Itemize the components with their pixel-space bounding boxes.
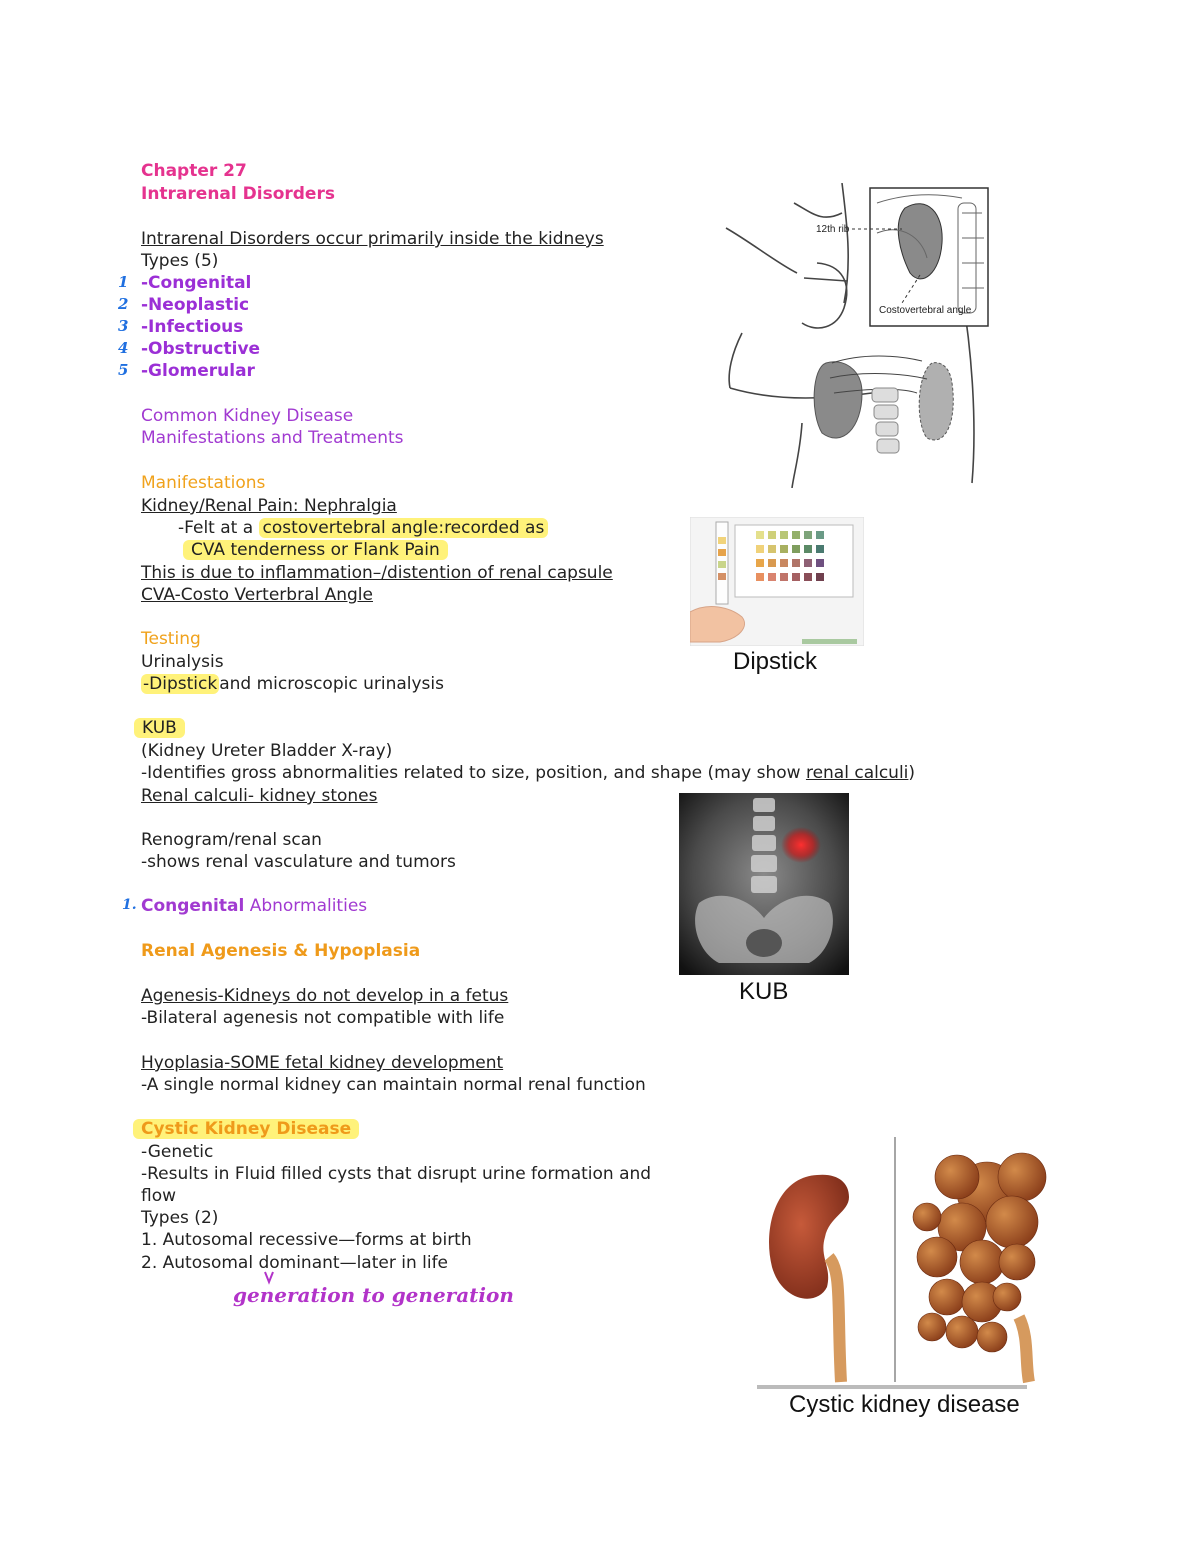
type-obstructive: -Obstructive (141, 339, 261, 359)
congenital-rest: Abnormalities (244, 896, 368, 916)
congenital-bold: Congenital (141, 896, 245, 916)
felt-at-line (178, 517, 548, 539)
cystic-heading-line (133, 1118, 359, 1140)
hypoplasia-note: -A single normal kidney can maintain normal renal function (141, 1075, 646, 1095)
kub-caption: KUB (739, 978, 789, 1005)
testing-heading: Testing (141, 629, 201, 649)
kub-identifies-text: -Identifies gross abnormalities related to size, position, and shape (may show (141, 763, 806, 783)
type-marker-1: 1 (118, 273, 129, 291)
intrarenal-definition: Intrarenal Disorders occur primarily inside the kidneys (141, 229, 604, 249)
cva-rib-label: 12th rib (816, 224, 850, 235)
kub-full-name: (Kidney Ureter Bladder X-ray) (141, 741, 393, 761)
handwritten-note: generation to generation (233, 1283, 514, 1307)
cva-tenderness-line (183, 539, 448, 561)
dipstick-rest: and microscopic urinalysis (219, 674, 444, 694)
cystic-results-1: -Results in Fluid filled cysts that disrupt urine formation and (141, 1164, 652, 1184)
cva-illustration (722, 183, 992, 488)
kub-identifies-end: ) (908, 763, 916, 783)
type-glomerular: -Glomerular (141, 361, 255, 381)
type-marker-5: 5 (118, 361, 129, 379)
kub-renal-calculi: renal calculi (805, 763, 909, 783)
congenital-marker: 1. (122, 897, 137, 913)
renal-calculi-definition: Renal calculi- kidney stones (141, 786, 378, 806)
felt-at-highlight: costovertebral angle:recorded as (259, 518, 549, 538)
congenital-abnormalities-heading (141, 895, 367, 917)
hypoplasia-definition: Hyoplasia-SOME fetal kidney development (141, 1053, 504, 1073)
cystic-kidney-image (757, 1137, 1057, 1393)
cystic-results-2: flow (141, 1186, 177, 1206)
chapter-number: Chapter 27 (141, 161, 247, 181)
cystic-types-label: Types (2) (141, 1208, 219, 1228)
kub-label-line (134, 717, 185, 739)
kub-xray-image (679, 793, 849, 975)
cva-angle-label: Costovertebral angle (879, 305, 972, 316)
dipstick-caption: Dipstick (733, 648, 818, 675)
type-marker-4: 4 (118, 339, 129, 357)
cva-definition: CVA-Costo Verterbral Angle (141, 585, 373, 605)
type-marker-3: 3 (118, 317, 129, 335)
common-disease-heading: Common Kidney Disease (141, 406, 354, 426)
cystic-genetic: -Genetic (141, 1142, 214, 1162)
type-infectious: -Infectious (141, 317, 244, 337)
handwritten-arrow-icon (262, 1270, 276, 1286)
kub-identifies-line (141, 762, 915, 784)
felt-at-prefix: -Felt at a (178, 518, 254, 538)
type-congenital: -Congenital (141, 273, 252, 293)
cystic-heading: Cystic Kidney Disease (133, 1119, 359, 1139)
renogram-description: -shows renal vasculature and tumors (141, 852, 456, 872)
chapter-title: Intrarenal Disorders (141, 184, 335, 204)
renogram-title: Renogram/renal scan (141, 830, 322, 850)
due-to-line: This is due to inflammation–/distention of renal capsule (141, 563, 613, 583)
type-marker-2: 2 (118, 295, 129, 313)
dipstick-image (690, 517, 864, 646)
kub-highlight: KUB (134, 718, 185, 738)
types-label: Types (5) (141, 251, 219, 271)
dipstick-highlight: -Dipstick (143, 674, 218, 694)
nephralgia-line: Kidney/Renal Pain: Nephralgia (141, 496, 397, 516)
agenesis-heading: Renal Agenesis & Hypoplasia (141, 941, 421, 961)
manifestations-treatments-heading: Manifestations and Treatments (141, 428, 404, 448)
agenesis-definition: Agenesis-Kidneys do not develop in a fetus (141, 986, 509, 1006)
dipstick-line (141, 673, 444, 695)
cystic-caption: Cystic kidney disease (789, 1391, 1020, 1418)
agenesis-note: -Bilateral agenesis not compatible with life (141, 1008, 505, 1028)
cystic-type-1: 1. Autosomal recessive—forms at birth (141, 1230, 472, 1250)
urinalysis-line: Urinalysis (141, 652, 224, 672)
manifestations-heading: Manifestations (141, 473, 266, 493)
cystic-type-2: 2. Autosomal dominant—later in life (141, 1253, 449, 1273)
type-neoplastic: -Neoplastic (141, 295, 250, 315)
cva-tenderness-highlight: CVA tenderness or Flank Pain (183, 540, 448, 560)
